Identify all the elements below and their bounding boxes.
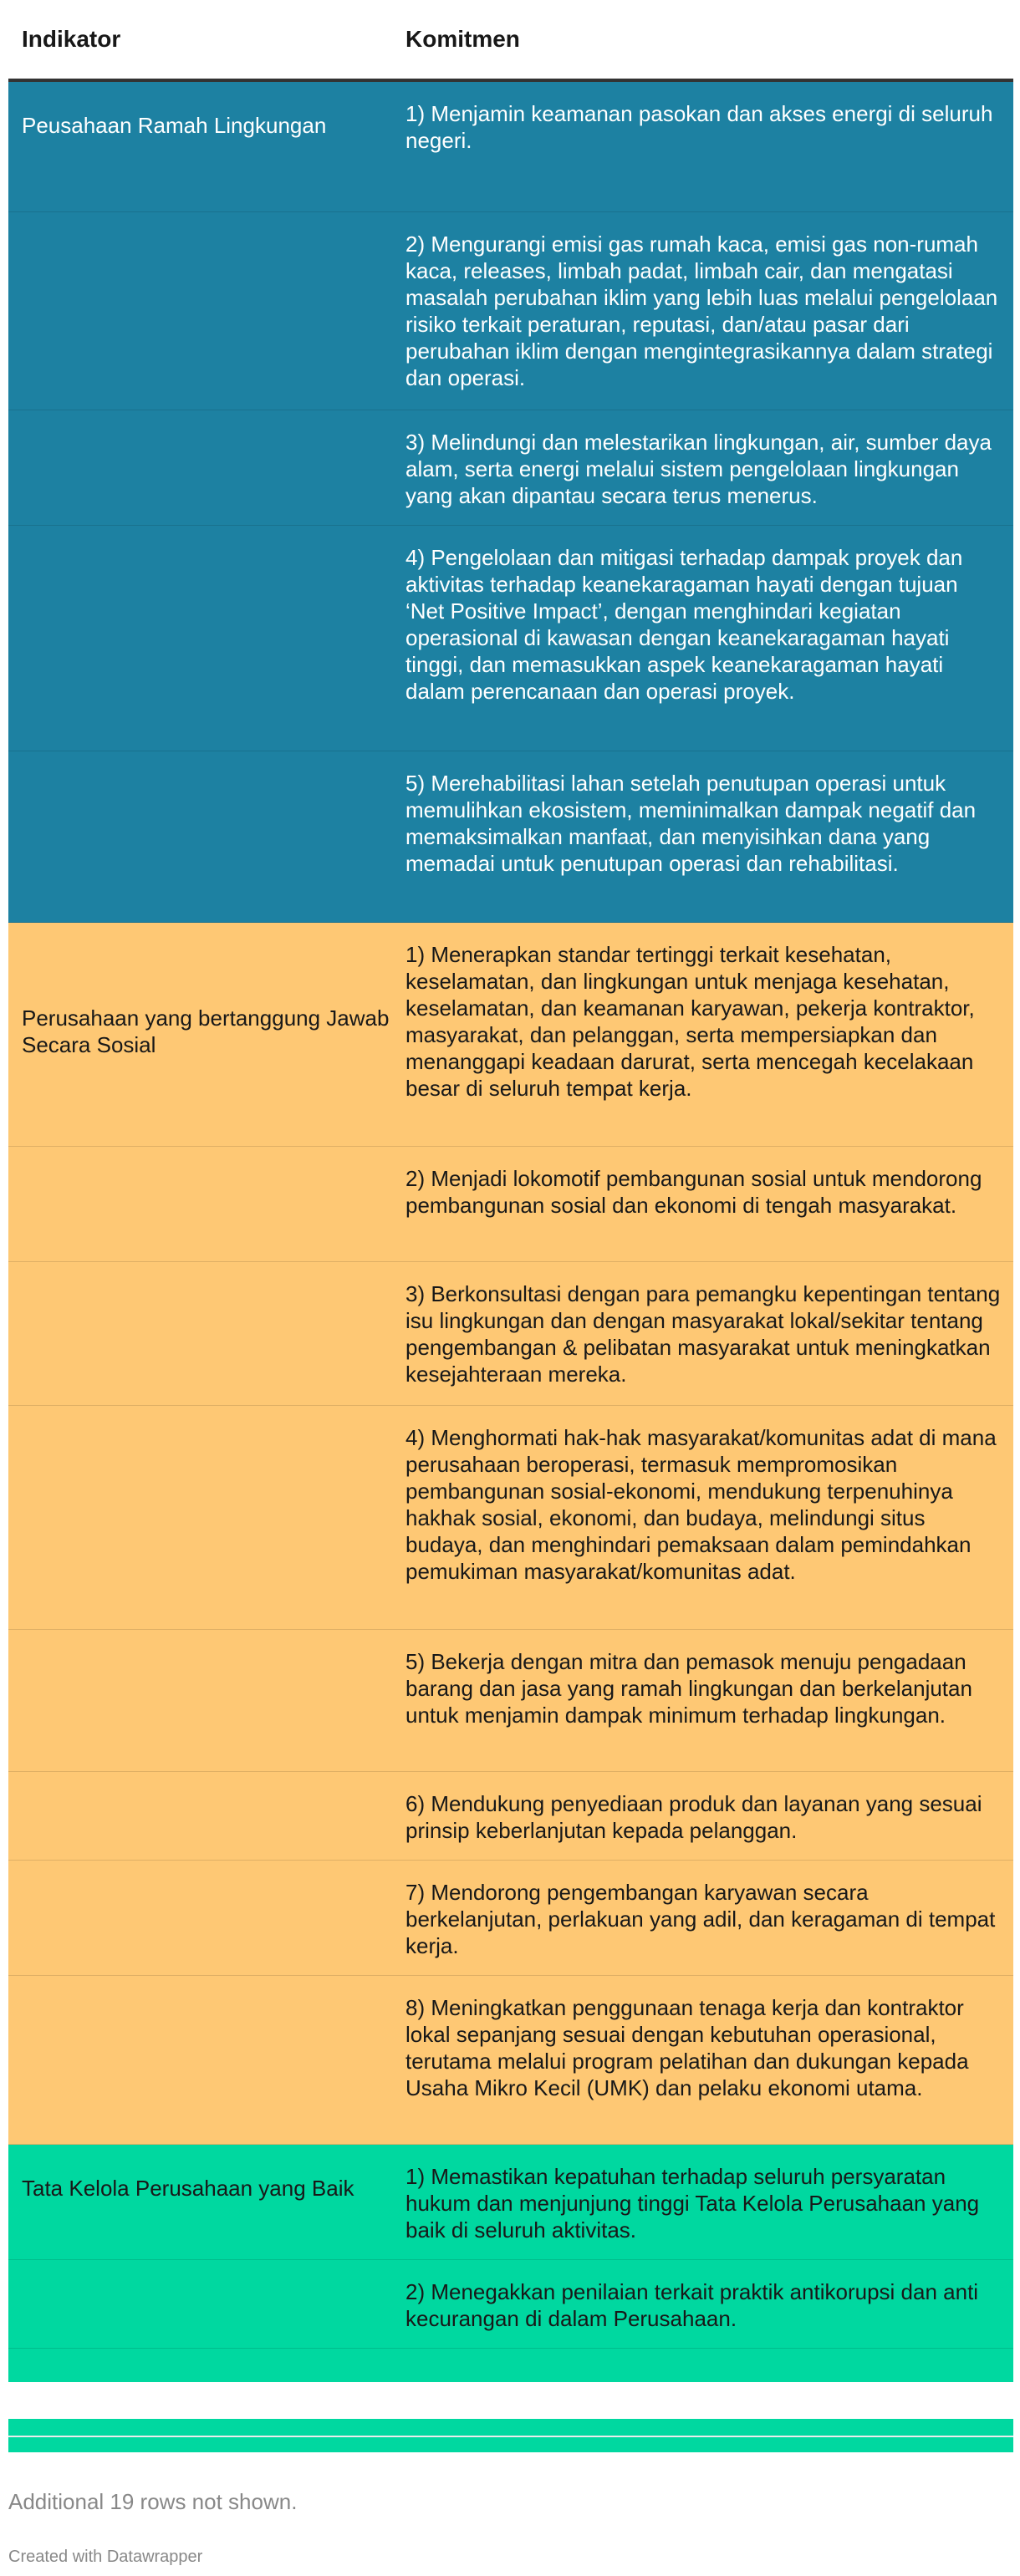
komitmen-cell: 1) Memastikan kepatuhan terhadap seluruh persyaratan hukum dan menjunjung tinggi Tata Kelola Perusahaan yang baik di seluruh aktivitas. xyxy=(405,2164,980,2243)
komitmen-cell: 6) Mendukung penyediaan produk dan layanan yang sesuai prinsip keberlanjutan kepada pelanggan. xyxy=(405,1791,982,1843)
table-header xyxy=(8,0,1013,82)
table-row xyxy=(8,2260,1013,2349)
footer-divider xyxy=(8,2436,1013,2437)
komitmen-cell: 2) Menegakkan penilaian terkait praktik antikorupsi dan anti kecurangan di dalam Perusahaan. xyxy=(405,2279,979,2331)
komitmen-cell: 4) Menghormati hak-hak masyarakat/komunitas adat di mana perusahaan beroperasi, termasuk mempromosikan pembangunan sosial-ekonomi, mendukung terpenuhinya hakhak sosial, ekonomi, dan budaya, melindungi situs budaya, dan menghindari pemaksaan dalam pemindahkan pemukiman masyarakat/komunitas adat. xyxy=(405,1425,997,1584)
indikator-cell-empty xyxy=(8,1406,405,1629)
row-gap xyxy=(8,2382,1013,2419)
komitmen-cell: 2) Menjadi lokomotif pembangunan sosial untuk mendorong pembangunan sosial dan ekonomi di tengah masyarakat. xyxy=(405,1166,982,1218)
table-row xyxy=(8,526,1013,751)
indikator-cell-empty xyxy=(8,1772,405,1860)
indikator-cell-empty xyxy=(8,1630,405,1771)
table-row xyxy=(8,410,1013,526)
header-indikator[interactable]: Indikator xyxy=(22,26,121,52)
indikator-cell-empty xyxy=(8,1262,405,1405)
empty-row xyxy=(8,2349,1013,2382)
komitmen-cell: 5) Merehabilitasi lahan setelah penutupan operasi untuk memulihkan ekosistem, meminimalkan dampak negatif dan memaksimalkan manfaat, dan menyisihkan dana yang memadai untuk penutupan operasi dan rehabilitasi. xyxy=(405,771,977,876)
komitmen-cell: 5) Bekerja dengan mitra dan pemasok menuju pengadaan barang dan jasa yang ramah lingkungan dan berkelanjutan untuk menjamin dampak minimum terhadap lingkungan. xyxy=(405,1649,972,1728)
table-row xyxy=(8,2145,1013,2260)
komitmen-cell: 1) Menjamin keamanan pasokan dan akses energi di seluruh negeri. xyxy=(405,101,993,153)
credit-link[interactable]: Created with Datawrapper xyxy=(8,2548,203,2566)
table-row xyxy=(8,1976,1013,2145)
indikator-cell: Tata Kelola Perusahaan yang Baik xyxy=(22,2176,354,2201)
table-row xyxy=(8,82,1013,212)
komitmen-cell: 2) Mengurangi emisi gas rumah kaca, emisi gas non-rumah kaca, releases, limbah padat, limbah cair, dan mengatasi masalah perubahan iklim yang lebih luas melalui pengelolaan risiko terkait peraturan, reputasi, dan/atau pasar dari perubahan iklim dengan mengintegrasikannya dalam strategi dan operasi. xyxy=(405,232,998,390)
indikator-cell-empty xyxy=(8,1976,405,2144)
indikator-cell-empty xyxy=(8,2260,405,2348)
komitmen-cell: 3) Berkonsultasi dengan para pemangku kepentingan tentang isu lingkungan dan dengan masyarakat lokal/sekitar tentang pengembangan & pelibatan masyarakat untuk meningkatkan kesejahteraan mereka. xyxy=(405,1281,1001,1387)
indikator-cell-empty xyxy=(8,410,405,525)
table-row xyxy=(8,923,1013,1147)
table-notes: Additional 19 rows not shown. xyxy=(8,2489,298,2514)
indikator-cell-empty xyxy=(8,212,405,410)
indikator-cell: Peusahaan Ramah Lingkungan xyxy=(22,113,327,138)
table-row xyxy=(8,1861,1013,1976)
indikator-cell-empty xyxy=(8,526,405,751)
indikator-cell-empty xyxy=(8,1861,405,1975)
header-komitmen[interactable]: Komitmen xyxy=(405,26,520,52)
table-row xyxy=(8,1406,1013,1630)
indikator-cell: Perusahaan yang bertanggung Jawab Secara Sosial xyxy=(22,1005,390,1057)
komitmen-cell: 3) Melindungi dan melestarikan lingkungan, air, sumber daya alam, serta energi melalui sistem pengelolaan lingkungan yang akan dipantau secara terus menerus. xyxy=(405,430,992,508)
table-row xyxy=(8,212,1013,410)
table-row xyxy=(8,1630,1013,1772)
data-table xyxy=(8,0,1013,2452)
table-row xyxy=(8,1147,1013,1262)
komitmen-cell: 7) Mendorong pengembangan karyawan secara berkelanjutan, perlakuan yang adil, dan keragaman di tempat kerja. xyxy=(405,1880,996,1958)
komitmen-cell: 4) Pengelolaan dan mitigasi terhadap dampak proyek dan aktivitas terhadap keanekaragaman hayati dengan tujuan ‘Net Positive Impact’, dengan menghindari kegiatan operasional di kawasan dengan keanekaragaman hayati tinggi, dan memasukkan aspek keanekaragaman hayati dalam perencanaan dan operasi proyek. xyxy=(405,545,963,704)
indikator-cell-empty xyxy=(8,751,405,922)
table-row xyxy=(8,1262,1013,1406)
komitmen-cell: 1) Menerapkan standar tertinggi terkait kesehatan, keselamatan, dan lingkungan untuk menjaga kesehatan, keselamatan, dan keamanan karyawan, pekerja kontraktor, masyarakat, dan pelanggan, serta mempersiapkan dan menanggapi keadaan darurat, serta mencegah kecelakaan besar di seluruh tempat kerja. xyxy=(405,942,975,1101)
komitmen-cell: 8) Meningkatkan penggunaan tenaga kerja dan kontraktor lokal sepanjang sesuai dengan kebutuhan operasional, terutama melalui program pelatihan dan dukungan kepada Usaha Mikro Kecil (UMK) dan pelaku ekonomi utama. xyxy=(405,1995,969,2100)
indikator-cell-empty xyxy=(8,1147,405,1261)
table-row xyxy=(8,1772,1013,1861)
table-row xyxy=(8,751,1013,923)
